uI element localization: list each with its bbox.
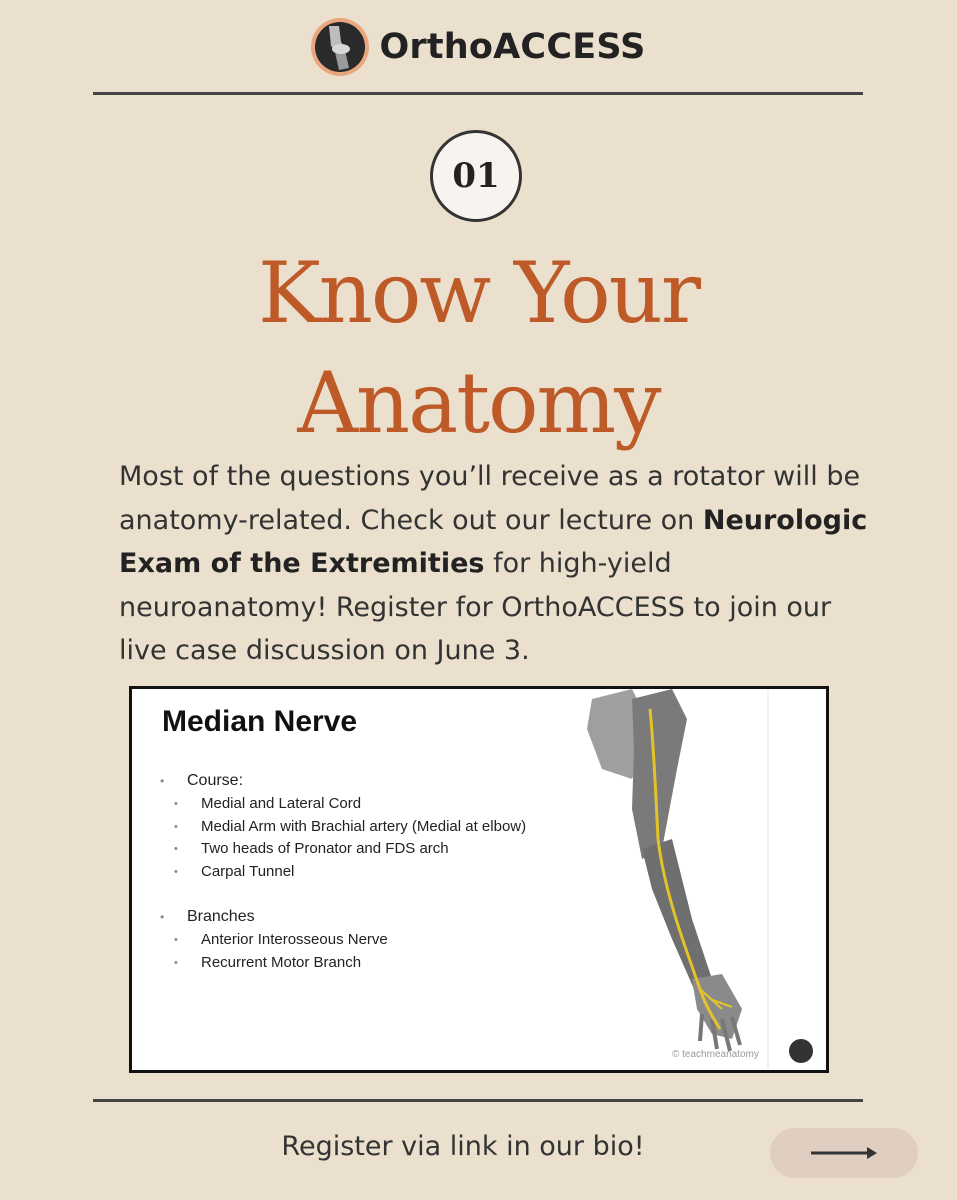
step-badge bbox=[430, 130, 522, 222]
body-paragraph bbox=[119, 455, 879, 673]
knee-xray-logo-icon bbox=[311, 18, 369, 76]
brand-name: OrthoACCESS bbox=[379, 27, 646, 67]
lecture-slide-image bbox=[129, 686, 829, 1073]
slide-logo-icon bbox=[789, 1039, 813, 1063]
arm-anatomy-illustration bbox=[572, 689, 782, 1069]
slide-sub-bullet: • Two heads of Pronator and FDS arch bbox=[160, 838, 526, 861]
slide-sub-bullet: • Medial Arm with Brachial artery (Medial at elbow) bbox=[160, 816, 526, 839]
title-line-2: Anatomy bbox=[297, 354, 660, 452]
slide-title: Median Nerve bbox=[162, 705, 358, 738]
top-divider bbox=[93, 92, 863, 95]
slide-bullet-course: • Course: bbox=[160, 769, 526, 793]
body-text-1: Most of the questions you’ll receive as a rotator will be anatomy-related. Check out our lecture on bbox=[119, 461, 861, 536]
slide-sub-bullet: • Recurrent Motor Branch bbox=[160, 952, 526, 975]
bottom-divider bbox=[93, 1099, 863, 1102]
page-title bbox=[0, 238, 957, 458]
header bbox=[0, 14, 957, 80]
title-line-1: Know Your bbox=[257, 244, 699, 342]
slide-sub-bullet: • Anterior Interosseous Nerve bbox=[160, 929, 526, 952]
slide-credit: © teachmeanatomy bbox=[672, 1049, 759, 1060]
slide-sub-bullet: • Carpal Tunnel bbox=[160, 861, 526, 884]
lecture-name: Neurologic Exam of the Extremities bbox=[119, 504, 868, 579]
footer-text: Register via link in our bio! bbox=[281, 1131, 645, 1162]
arrow-right-icon bbox=[809, 1145, 879, 1161]
step-number: 01 bbox=[452, 156, 500, 196]
body-text-2: for high-yield neuroanatomy! Register for OrthoACCESS to join our live case discussion on June 3. bbox=[119, 548, 832, 666]
slide-sub-bullet: • Medial and Lateral Cord bbox=[160, 793, 526, 816]
next-slide-button[interactable] bbox=[770, 1128, 918, 1178]
slide-bullet-branches: • Branches bbox=[160, 905, 526, 929]
slide-bullet-list bbox=[160, 769, 526, 974]
